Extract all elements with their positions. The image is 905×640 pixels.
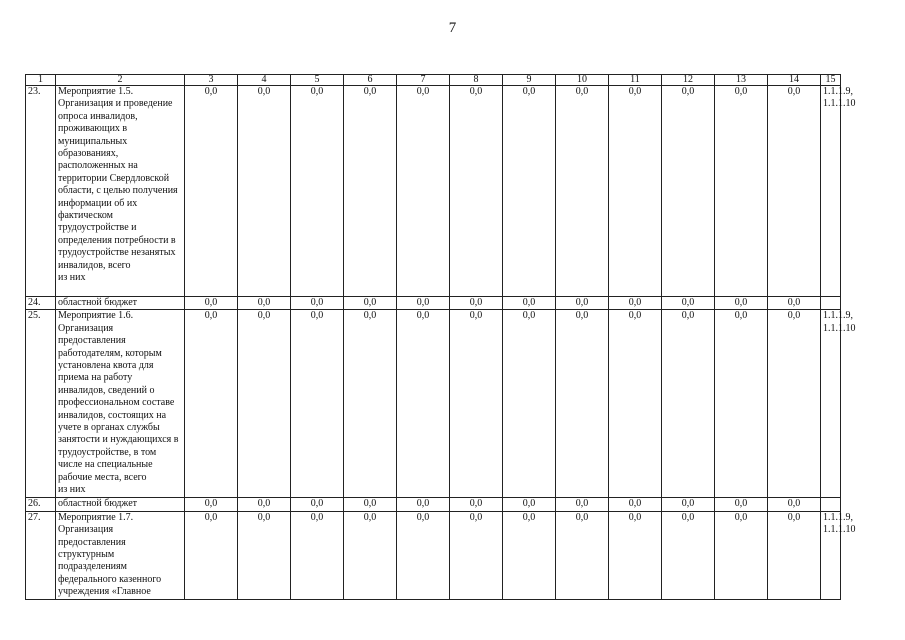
- value-cell: 0,0: [185, 310, 238, 498]
- value-cell: 0,0: [185, 86, 238, 297]
- value-cell: 0,0: [344, 297, 397, 310]
- value-cell: 0,0: [662, 498, 715, 511]
- value-cell: 0,0: [344, 310, 397, 498]
- row-number: 23.: [26, 86, 56, 297]
- table-row: [26, 297, 841, 310]
- value-cell: 0,0: [397, 86, 450, 297]
- row-description: Мероприятие 1.7. Организация предоставления структурным подразделениям федерального казенного учреждения «Главное: [56, 511, 185, 599]
- value-cell: 0,0: [609, 511, 662, 599]
- value-cell: 0,0: [662, 297, 715, 310]
- target-indicator-ref: 1.1.1.9, 1.1.1.10: [821, 86, 841, 297]
- row-number: 25.: [26, 310, 56, 498]
- value-cell: 0,0: [556, 511, 609, 599]
- row-description: областной бюджет: [56, 297, 185, 310]
- header-row: [26, 75, 841, 86]
- value-cell: 0,0: [238, 511, 291, 599]
- header-cell: 11: [609, 75, 662, 86]
- table-row: [26, 498, 841, 511]
- value-cell: 0,0: [450, 511, 503, 599]
- value-cell: 0,0: [291, 297, 344, 310]
- header-cell: 6: [344, 75, 397, 86]
- value-cell: 0,0: [185, 297, 238, 310]
- row-description: Мероприятие 1.6. Организация предоставления работодателям, которым установлена квота для приема на работу инвалидов, сведений о профессиональном составе инвалидов, состоящих на учете в органах службы занятости и нуждающихся в трудоустройстве, в том числе на специальные рабочие места, всего из них: [56, 310, 185, 498]
- row-number: 27.: [26, 511, 56, 599]
- value-cell: 0,0: [556, 310, 609, 498]
- table-row: [26, 511, 841, 599]
- value-cell: 0,0: [238, 310, 291, 498]
- value-cell: 0,0: [556, 498, 609, 511]
- value-cell: 0,0: [291, 310, 344, 498]
- header-cell: 14: [768, 75, 821, 86]
- value-cell: 0,0: [503, 498, 556, 511]
- value-cell: 0,0: [609, 297, 662, 310]
- value-cell: 0,0: [768, 310, 821, 498]
- value-cell: 0,0: [450, 297, 503, 310]
- page-number: 7: [448, 20, 457, 36]
- value-cell: 0,0: [238, 498, 291, 511]
- value-cell: 0,0: [609, 498, 662, 511]
- value-cell: 0,0: [344, 511, 397, 599]
- value-cell: 0,0: [609, 86, 662, 297]
- value-cell: 0,0: [662, 511, 715, 599]
- value-cell: 0,0: [450, 310, 503, 498]
- target-indicator-ref: [821, 297, 841, 310]
- value-cell: 0,0: [662, 310, 715, 498]
- header-cell: 7: [397, 75, 450, 86]
- value-cell: 0,0: [503, 511, 556, 599]
- row-number: 26.: [26, 498, 56, 511]
- row-number: 24.: [26, 297, 56, 310]
- value-cell: 0,0: [291, 498, 344, 511]
- value-cell: 0,0: [503, 310, 556, 498]
- target-indicator-ref: 1.1.1.9, 1.1.1.10: [821, 511, 841, 599]
- header-cell: 9: [503, 75, 556, 86]
- value-cell: 0,0: [397, 511, 450, 599]
- value-cell: 0,0: [768, 86, 821, 297]
- value-cell: 0,0: [397, 310, 450, 498]
- value-cell: 0,0: [503, 297, 556, 310]
- header-cell: 15: [821, 75, 841, 86]
- value-cell: 0,0: [768, 297, 821, 310]
- value-cell: 0,0: [768, 498, 821, 511]
- value-cell: 0,0: [238, 297, 291, 310]
- table-row: [26, 310, 841, 498]
- budget-table: [25, 74, 856, 600]
- value-cell: 0,0: [291, 511, 344, 599]
- value-cell: 0,0: [238, 86, 291, 297]
- value-cell: 0,0: [715, 310, 768, 498]
- value-cell: 0,0: [344, 498, 397, 511]
- value-cell: 0,0: [450, 86, 503, 297]
- table-row: [26, 86, 841, 297]
- value-cell: 0,0: [556, 86, 609, 297]
- header-cell: 4: [238, 75, 291, 86]
- value-cell: 0,0: [344, 86, 397, 297]
- value-cell: 0,0: [185, 511, 238, 599]
- value-cell: 0,0: [185, 498, 238, 511]
- value-cell: 0,0: [556, 297, 609, 310]
- header-cell: 13: [715, 75, 768, 86]
- value-cell: 0,0: [397, 297, 450, 310]
- value-cell: 0,0: [609, 310, 662, 498]
- row-description: Мероприятие 1.5. Организация и проведение опроса инвалидов, проживающих в муниципальных образованиях, расположенных на территории Свердловской области, с целью получения информации об их фактическом трудоустройстве и определения потребности в трудоустройстве незанятых инвалидов, всего из них: [56, 86, 185, 297]
- value-cell: 0,0: [503, 86, 556, 297]
- header-cell: 12: [662, 75, 715, 86]
- target-indicator-ref: [821, 498, 841, 511]
- header-cell: 5: [291, 75, 344, 86]
- value-cell: 0,0: [715, 86, 768, 297]
- header-cell: 10: [556, 75, 609, 86]
- value-cell: 0,0: [397, 498, 450, 511]
- row-description: областной бюджет: [56, 498, 185, 511]
- header-cell: 3: [185, 75, 238, 86]
- value-cell: 0,0: [662, 86, 715, 297]
- target-indicator-ref: 1.1.1.9, 1.1.1.10: [821, 310, 841, 498]
- value-cell: 0,0: [291, 86, 344, 297]
- header-cell: 8: [450, 75, 503, 86]
- header-cell: 2: [56, 75, 185, 86]
- value-cell: 0,0: [715, 297, 768, 310]
- value-cell: 0,0: [450, 498, 503, 511]
- value-cell: 0,0: [715, 511, 768, 599]
- value-cell: 0,0: [715, 498, 768, 511]
- value-cell: 0,0: [768, 511, 821, 599]
- header-cell: 1: [26, 75, 56, 86]
